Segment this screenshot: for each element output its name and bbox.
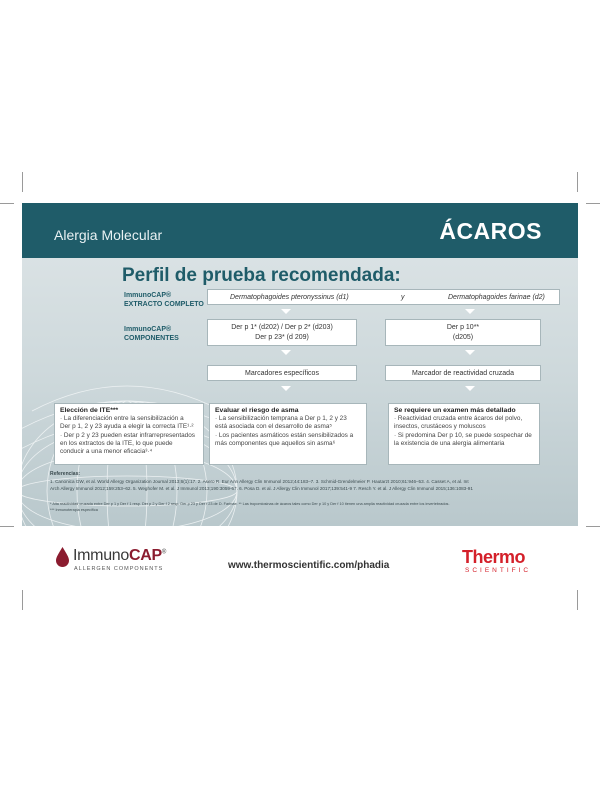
- scientific-wordmark: SCIENTIFIC: [465, 567, 532, 574]
- extract-separator: y: [401, 294, 405, 301]
- asthma-box: [209, 403, 367, 465]
- ite-box: [54, 403, 204, 465]
- down-arrow-icon: [465, 350, 475, 355]
- info-card: [22, 203, 578, 526]
- immunocap-word-b: CAP: [129, 547, 162, 564]
- down-arrow-icon: [465, 386, 475, 391]
- exam-box: [388, 403, 540, 465]
- asthma-line: está asociada con el desarrollo de asma⁵: [215, 423, 333, 431]
- asthma-heading: Evaluar el riesgo de asma: [215, 407, 299, 414]
- components-right-line2: (d205): [452, 334, 474, 341]
- crop-mark: [0, 526, 14, 527]
- extract-row-label: [124, 291, 204, 309]
- components-left-line1: Der p 1* (d202) / Der p 2* (d203): [231, 324, 333, 331]
- thermo-scientific-logo: [462, 547, 562, 577]
- blood-drop-icon: [56, 547, 69, 567]
- components-row-label: [124, 325, 179, 343]
- references-line: Arch Allergy Immunol 2012;159:253–62. 5. Weghofer M. et al. J Immunol 2013;190:3059-67. 6. Posa D. et al. J Allergy Clin Immunol 2017;139:541-9 7. Resch Y. et al. J Allergy Clin Immunol 2015;136:1083-91: [50, 486, 473, 491]
- components-label-brand: ImmunoCAP®: [124, 326, 172, 333]
- ite-line: Der p 1, 2 y 23 ayuda a elegir la correcta ITE¹·²: [60, 423, 194, 431]
- ite-line: conducir a una menor eficacia³·⁴: [60, 448, 153, 456]
- crop-mark: [22, 172, 23, 192]
- exam-heading: Se requiere un examen más detallado: [394, 407, 516, 414]
- markers-right-box: [385, 365, 541, 381]
- crop-mark: [0, 203, 14, 204]
- registered-mark: ®: [161, 549, 167, 556]
- down-arrow-icon: [281, 309, 291, 314]
- exam-line: insectos, crustáceos y moluscos: [394, 423, 486, 431]
- components-right-line1: Der p 10**: [446, 324, 480, 331]
- ite-line: · Der p 2 y 23 pueden estar infrarrepresentados: [60, 431, 195, 439]
- components-left-line2: Der p 23* (d 209): [255, 334, 309, 341]
- exam-line: la existencia de una alergia alimentaria: [394, 439, 505, 447]
- references-line: 1. Canonica GW, et al. World Allergy Organization Journal 2013;6(1):17. 2. Asero R. Eur Ann Allergy Clin Immunol 2012;44:183–7. 3. Schmid-Grendelmeier P. Hautarzt 2010;61:946–53. 4. Casset A, et al. Int: [50, 479, 469, 484]
- immunocap-word-a: Immuno: [73, 547, 129, 564]
- crop-mark: [577, 590, 578, 610]
- immunocap-wordmark: [73, 547, 166, 565]
- crop-mark: [586, 526, 600, 527]
- crop-mark: [577, 172, 578, 192]
- extract-right: Dermatophagoides farinae (d2): [448, 294, 545, 301]
- components-right-box: [385, 319, 541, 346]
- immunocap-subtitle: ALLERGEN COMPONENTS: [74, 566, 164, 572]
- section-title: ÁCAROS: [439, 218, 542, 244]
- extract-left: Dermatophagoides pteronyssinus (d1): [230, 294, 349, 301]
- asthma-line: · La sensibilización temprana a Der p 1, 2 y 23: [215, 415, 347, 423]
- markers-left-text: Marcadores específicos: [245, 370, 319, 377]
- crop-mark: [22, 590, 23, 610]
- markers-left-box: [207, 365, 357, 381]
- asthma-line: más componentes que aquellos sin asma⁶: [215, 439, 336, 447]
- footnotes: [50, 502, 555, 513]
- components-label-type: COMPONENTES: [124, 335, 179, 342]
- components-left-box: [207, 319, 357, 346]
- website-url[interactable]: www.thermoscientific.com/phadia: [228, 560, 390, 571]
- section-label: Alergia Molecular: [54, 227, 163, 243]
- immunocap-logo: [56, 545, 196, 575]
- ite-line: · La diferenciación entre la sensibilización a: [60, 415, 184, 423]
- ite-heading: Elección de ITE***: [60, 407, 119, 414]
- down-arrow-icon: [281, 350, 291, 355]
- asthma-line: · Los pacientes asmáticos están sensibilizados a: [215, 431, 354, 439]
- references: [50, 471, 555, 492]
- exam-line: · Si predomina Der p 10, se puede sospechar de: [394, 431, 532, 439]
- header-band: [22, 203, 578, 258]
- extract-label-brand: ImmunoCAP®: [124, 292, 172, 299]
- crop-mark: [586, 203, 600, 204]
- card-title: Perfil de prueba recomendada:: [122, 265, 401, 286]
- exam-line: · Reactividad cruzada entre ácaros del polvo,: [394, 415, 523, 423]
- down-arrow-icon: [465, 309, 475, 314]
- extract-box: [207, 289, 560, 305]
- markers-right-text: Marcador de reactividad cruzada: [412, 370, 514, 377]
- extract-label-type: EXTRACTO COMPLETO: [124, 301, 204, 308]
- down-arrow-icon: [281, 386, 291, 391]
- footnote-line: * Alta reactividad cruzada entre Der p 1 y Der f 1 resp. Der p 2 y Der f 2 resp. Der p 23 y Der f 23 de D. Farinae. ** Las tropomiosinas de ácaros tales como Der p 10 y Der f 10 tienen una amplia reactividad cruzada entre los invertebrados.: [50, 502, 450, 506]
- thermo-wordmark: Thermo: [462, 547, 526, 567]
- references-heading: Referencias:: [50, 471, 81, 477]
- footnote-line: *** Inmunoterapia específica: [50, 507, 98, 512]
- ite-line: en los extractos de la ITE, lo que puede: [60, 439, 173, 447]
